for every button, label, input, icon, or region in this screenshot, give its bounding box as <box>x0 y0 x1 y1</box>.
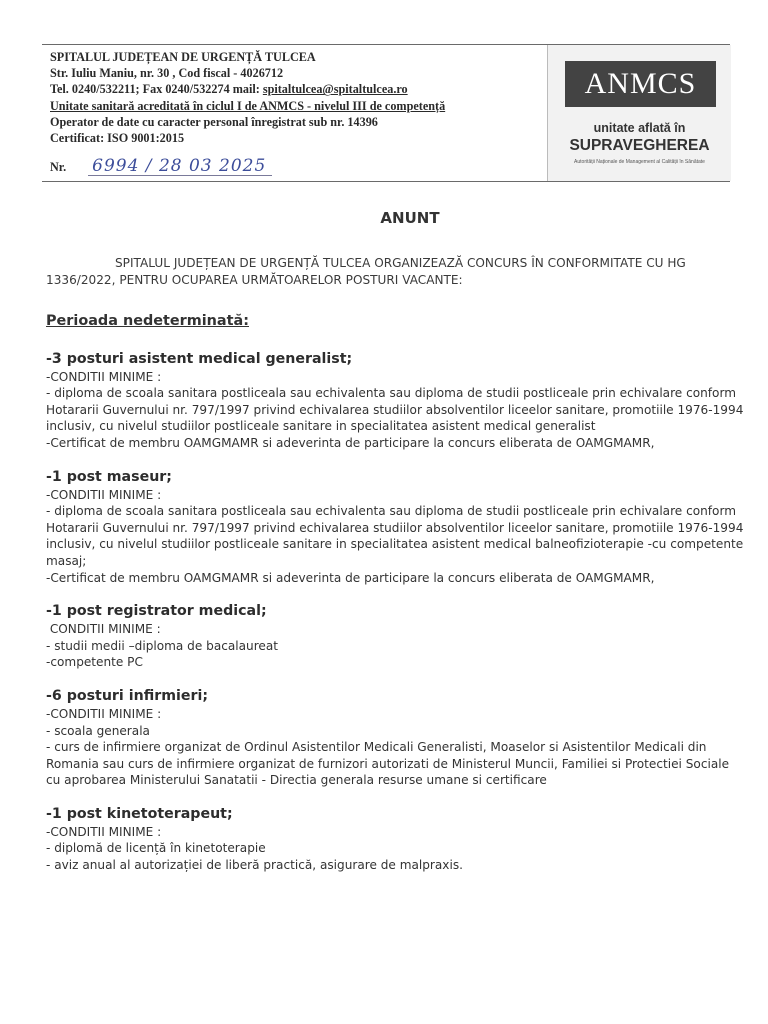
conditions-label: -CONDITII MINIME : <box>46 487 162 502</box>
nr-label: Nr. <box>50 160 67 175</box>
requirement: -Certificat de membru OAMGMAMR si adeverinta de participare la concurs eliberata de OAMGMAMR, <box>46 435 655 450</box>
requirement: - aviz anual al autorizației de liberă practică, asigurare de malpraxis. <box>46 858 463 873</box>
position-title: -1 post maseur; <box>46 468 172 485</box>
anmcs-badge <box>547 45 731 181</box>
period-heading: Perioada nedeterminată: <box>46 313 249 329</box>
position-section <box>46 602 746 671</box>
phone-fax-text: Tel. 0240/532211; Fax 0240/532274 mail: <box>50 82 263 97</box>
position-section <box>46 468 746 587</box>
position-title: -1 post kinetoterapeut; <box>46 805 233 822</box>
requirement: - diplomă de licență în kinetoterapie <box>46 841 266 856</box>
intro-line-2: 1336/2022, PENTRU OCUPAREA URMĂTOARELOR POSTURI VACANTE: <box>46 272 463 287</box>
data-operator-text: Operator de date cu caracter personal înregistrat sub nr. 14396 <box>50 114 378 129</box>
registration-number <box>50 158 550 176</box>
position-title: -6 posturi infirmieri; <box>46 687 209 704</box>
position-section <box>46 805 746 874</box>
requirement: -competente PC <box>46 655 143 670</box>
hospital-name: SPITALUL JUDEȚEAN DE URGENȚĂ TULCEA <box>50 50 316 64</box>
position-section <box>46 350 746 452</box>
hospital-info <box>50 49 550 176</box>
position-section <box>46 687 746 789</box>
intro-text <box>46 255 746 288</box>
anmcs-line3: Autorității Naționale de Management al Calității în Sănătate <box>574 159 705 165</box>
conditions-label: -CONDITII MINIME : <box>46 824 162 839</box>
position-title: -3 posturi asistent medical generalist; <box>46 350 353 367</box>
conditions-label: CONDITII MINIME : <box>46 622 161 637</box>
requirement: - curs de infirmiere organizat de Ordinul Asistentilor Medicali Generalisti, Moaselor si Asistentilor Medicali din Romania sau curs de infirmiere organizat de furnizori autorizati de Ministerul Muncii, Familiei si Protectiei Sociale cu aprobarea Ministerului Sanatatii - Directia generala resurse umane si certificare <box>46 740 730 788</box>
document-title: ANUNT <box>380 209 440 227</box>
requirement: -Certificat de membru OAMGMAMR si adeverinta de participare la concurs eliberata de OAMGMAMR, <box>46 570 655 585</box>
hospital-address: Str. Iuliu Maniu, nr. 30 , Cod fiscal - 4026712 <box>50 66 284 81</box>
requirement: - studii medii –diploma de bacalaureat <box>46 638 279 653</box>
letterhead <box>42 44 730 182</box>
certificate-text: Certificat: ISO 9001:2015 <box>50 131 185 146</box>
requirement: - diploma de scoala sanitara postliceala sau echivalenta sau diploma de studii postliceale prin echivalare conform Hotararii Guvernului nr. 797/1997 privind echivalarea studiilor absolventilor liceelor sanitare, promotiile 1976-1994 inclusiv, cu nivelul studiilor postliceale sanitare in specialitatea asistent medical generalist <box>46 386 744 434</box>
requirement: - diploma de scoala sanitara postliceala sau echivalenta sau diploma de studii postliceale prin echivalare conform Hotararii Guvernului nr. 797/1997 privind echivalarea studiilor absolventilor liceelor sanitare, promotiile 1976-1994 inclusiv, cu nivelul studiilor postliceale sanitare in specialitatea asistent medical balneofizioterapie -cu competente masaj; <box>46 504 744 568</box>
handwritten-number: 6994 / 28 03 2025 <box>88 158 272 176</box>
email-link[interactable]: spitaltulcea@spitaltulcea.ro <box>262 82 408 97</box>
announcement-body <box>46 313 746 890</box>
conditions-label: -CONDITII MINIME : <box>46 369 162 384</box>
position-title: -1 post registrator medical; <box>46 603 267 620</box>
intro-line-1: SPITALUL JUDEȚEAN DE URGENȚĂ TULCEA ORGANIZEAZĂ CONCURS ÎN CONFORMITATE CU HG <box>115 256 686 270</box>
anmcs-line1: unitate aflată în <box>593 121 686 135</box>
hospital-contact <box>50 81 550 97</box>
anmcs-logo: ANMCS <box>565 61 716 107</box>
accreditation-text: Unitate sanitară acreditată în ciclul I de ANMCS - nivelul III de competență <box>50 98 446 113</box>
anmcs-line2: SUPRAVEGHEREA <box>569 137 710 154</box>
requirement: - scoala generala <box>46 723 150 738</box>
conditions-label: -CONDITII MINIME : <box>46 706 162 721</box>
